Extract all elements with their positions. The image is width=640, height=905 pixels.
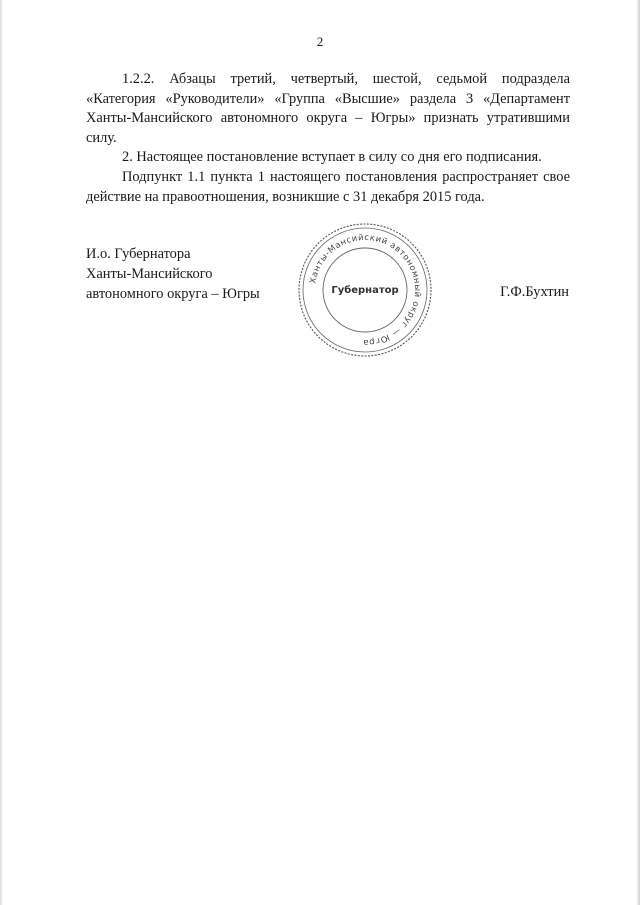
seal-center-text: Губернатор [331,285,399,296]
official-seal-stamp [296,221,434,359]
signatory-name: Г.Ф.Бухтин [500,284,569,300]
paragraph-2: 2. Настоящее постановление вступает в силу со дня его подписания. [122,149,542,166]
signatory-title-line-2: Ханты-Мансийского [86,266,213,282]
paragraph-effect: Подпункт 1.1 пункта 1 настоящего постановления распространяет свое действие на правоотношения, возникшие с 31 декабря 2015 года. [86,168,570,205]
seal-ring-text: Ханты-Мансийский автономный округ — Югра [307,231,424,349]
scan-edge-left [0,0,3,905]
page-number: 2 [316,34,324,49]
document-body [86,70,570,207]
signatory-title [86,244,260,304]
scan-edge-right [636,0,640,905]
signatory-title-line-3: автономного округа – Югры [86,286,260,302]
signatory-title-line-1: И.о. Губернатора [86,246,191,262]
paragraph-1-2-2: 1.2.2. Абзацы третий, четвертый, шестой, седьмой подраздела «Категория «Руководители» «Группа «Высшие» раздела 3 «Департамент Ханты-Мансийского автономного округа – Югры» признать утратившими силу. [86,71,570,146]
